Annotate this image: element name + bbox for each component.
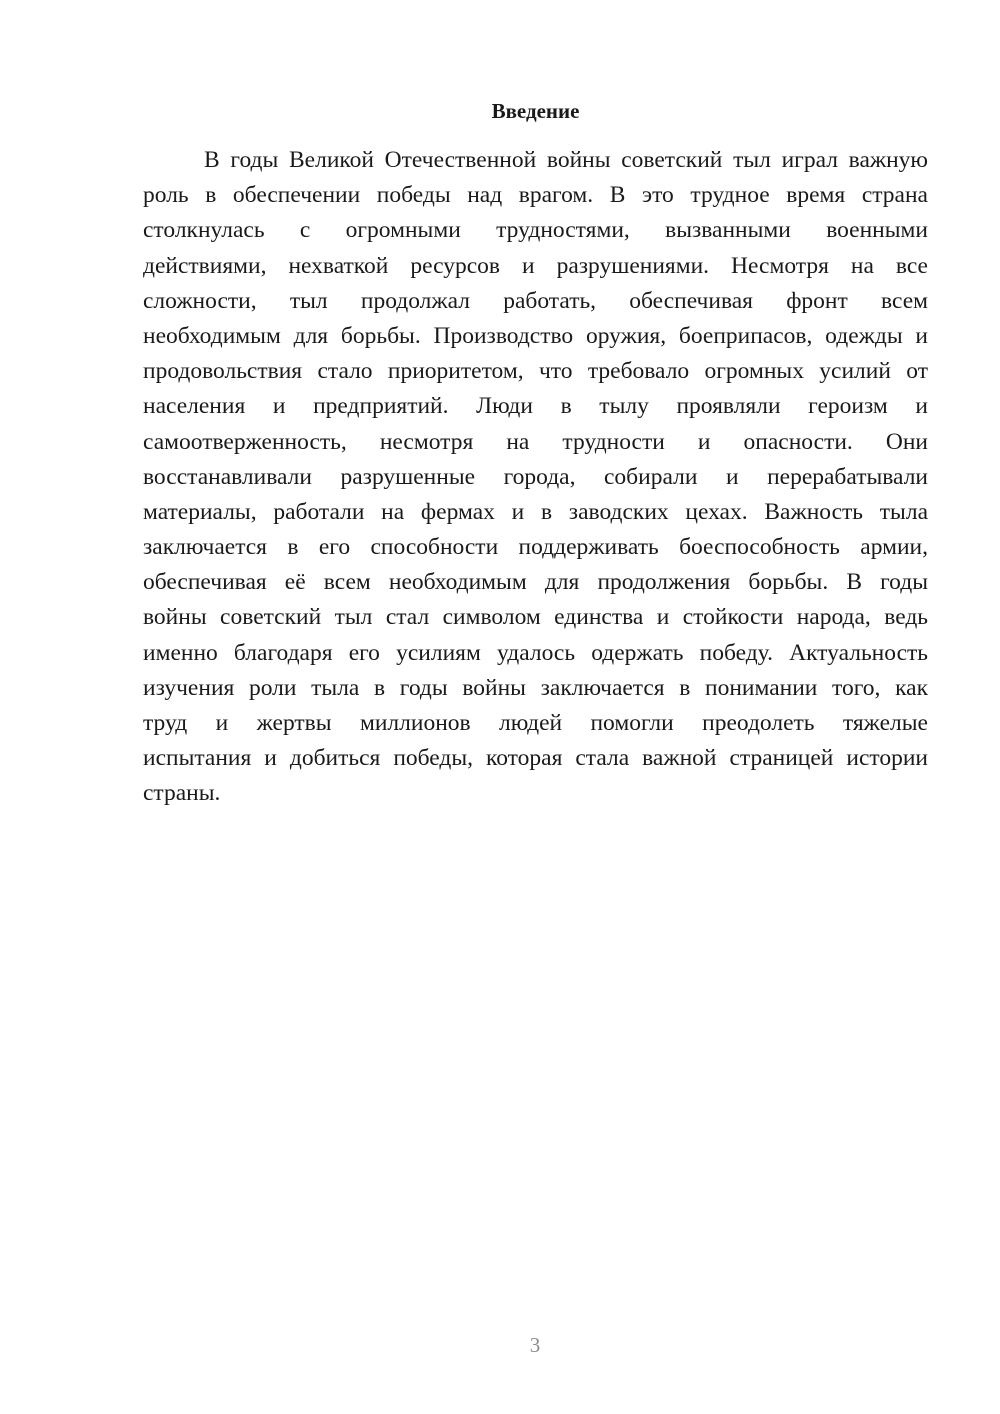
paragraph-line: самоотверженность, несмотря на трудности и опасности. Они: [143, 428, 928, 455]
paragraph-line: страны.: [143, 780, 221, 807]
page-number: 3: [529, 1333, 541, 1357]
paragraph-line: изучения роли тыла в годы войны заключается в понимании того, как: [143, 674, 928, 701]
paragraph-line: обеспечивая её всем необходимым для продолжения борьбы. В годы: [143, 569, 928, 596]
paragraph-line: испытания и добиться победы, которая стала важной страницей истории: [143, 745, 928, 772]
paragraph-line: необходимым для борьбы. Производство оружия, боеприпасов, одежды и: [143, 322, 928, 349]
paragraph-line: именно благодаря его усилиям удалось одержать победу. Актуальность: [143, 639, 928, 666]
paragraph-line: сложности, тыл продолжал работать, обеспечивая фронт всем: [143, 287, 928, 314]
paragraph-line: войны советский тыл стал символом единства и стойкости народа, ведь: [143, 604, 928, 631]
paragraph-line: заключается в его способности поддерживать боеспособность армии,: [143, 534, 928, 561]
paragraph-line: восстанавливали разрушенные города, собирали и перерабатывали: [143, 463, 928, 490]
paragraph-line: труд и жертвы миллионов людей помогли преодолеть тяжелые: [143, 710, 928, 736]
paragraph-line: столкнулась с огромными трудностями, вызванными военными: [143, 217, 928, 244]
paragraph-line: В годы Великой Отечественной войны советский тыл играл важную: [204, 147, 928, 173]
paragraph-line: действиями, нехваткой ресурсов и разрушениями. Несмотря на все: [143, 252, 928, 279]
section-heading: Введение: [491, 99, 580, 123]
paragraph-line: продовольствия стало приоритетом, что требовало огромных усилий от: [143, 358, 928, 385]
paragraph-line: роль в обеспечении победы над врагом. В это трудное время страна: [143, 182, 928, 209]
paragraph-line: населения и предприятий. Люди в тылу проявляли героизм и: [143, 393, 928, 420]
paragraph-line: материалы, работали на фермах и в заводских цехах. Важность тыла: [143, 498, 928, 525]
body-paragraph: [143, 143, 928, 812]
